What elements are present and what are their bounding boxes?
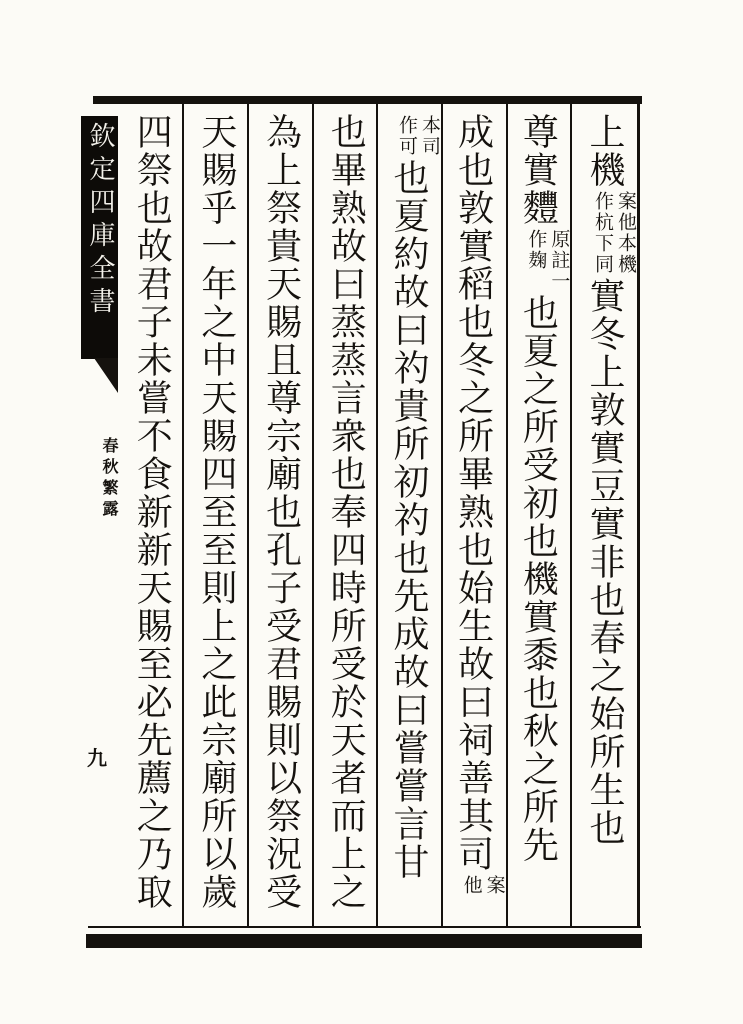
note-left-line: 他: [460, 875, 483, 896]
note-right-line: 原註一: [548, 229, 571, 292]
column-text: 天賜乎一年之中天賜四至至則上之此宗廟所以歲: [195, 113, 237, 911]
text-column-7: [184, 104, 249, 926]
column-text: 成也敦實稻也冬之所畢熟也始生故曰祠善其司: [452, 113, 494, 873]
note-right-line: 本司: [418, 115, 441, 157]
siku-quanshu-label: 欽定四庫全書: [81, 116, 118, 359]
text-column-5: [314, 104, 379, 926]
interlinear-note: [395, 115, 441, 157]
spine-title: 春秋繁露: [100, 437, 119, 521]
text-block: [122, 104, 640, 926]
bottom-border-thin-line: [88, 926, 641, 928]
text-column-1: [572, 104, 637, 926]
column-text: 上機: [584, 113, 625, 189]
column-text: 實冬上敦實豆實非也春之始所生也: [584, 277, 625, 847]
note-right-line: 案: [483, 875, 506, 896]
bottom-border-bar: [86, 934, 642, 948]
text-column-6: [249, 104, 314, 926]
text-column-3: [443, 104, 508, 926]
column-text: 四祭也故君子未嘗不食新新天賜至必先薦之乃取: [131, 113, 173, 911]
note-left-line: 作可: [395, 115, 418, 157]
interlinear-note: [591, 191, 637, 275]
note-right-line: 案他本機: [615, 191, 637, 275]
fishtail-icon: [94, 358, 118, 393]
interlinear-note: [524, 229, 570, 292]
note-left-line: 作杭下同: [592, 191, 614, 275]
column-text: 也畢熟故曰蒸蒸言衆也奉四時所受於天者而上之: [325, 113, 367, 911]
text-column-2: [508, 104, 573, 926]
top-border-bar: [93, 96, 642, 104]
column-text: 也夏之所受初也機實黍也秋之所先: [517, 294, 559, 864]
note-left-line: 作麹: [525, 229, 548, 271]
interlinear-note: [460, 875, 506, 896]
column-text: 也夏約故曰礿貴所初礿也先成故曰嘗嘗言甘: [387, 159, 429, 881]
page-number: 九: [87, 746, 107, 770]
column-text: 為上祭貴天賜且尊宗廟也孔子受君賜則以祭況受: [260, 113, 302, 911]
text-column-8: [120, 104, 185, 926]
text-column-4: [378, 104, 443, 926]
column-text: 尊實麷: [517, 113, 559, 227]
